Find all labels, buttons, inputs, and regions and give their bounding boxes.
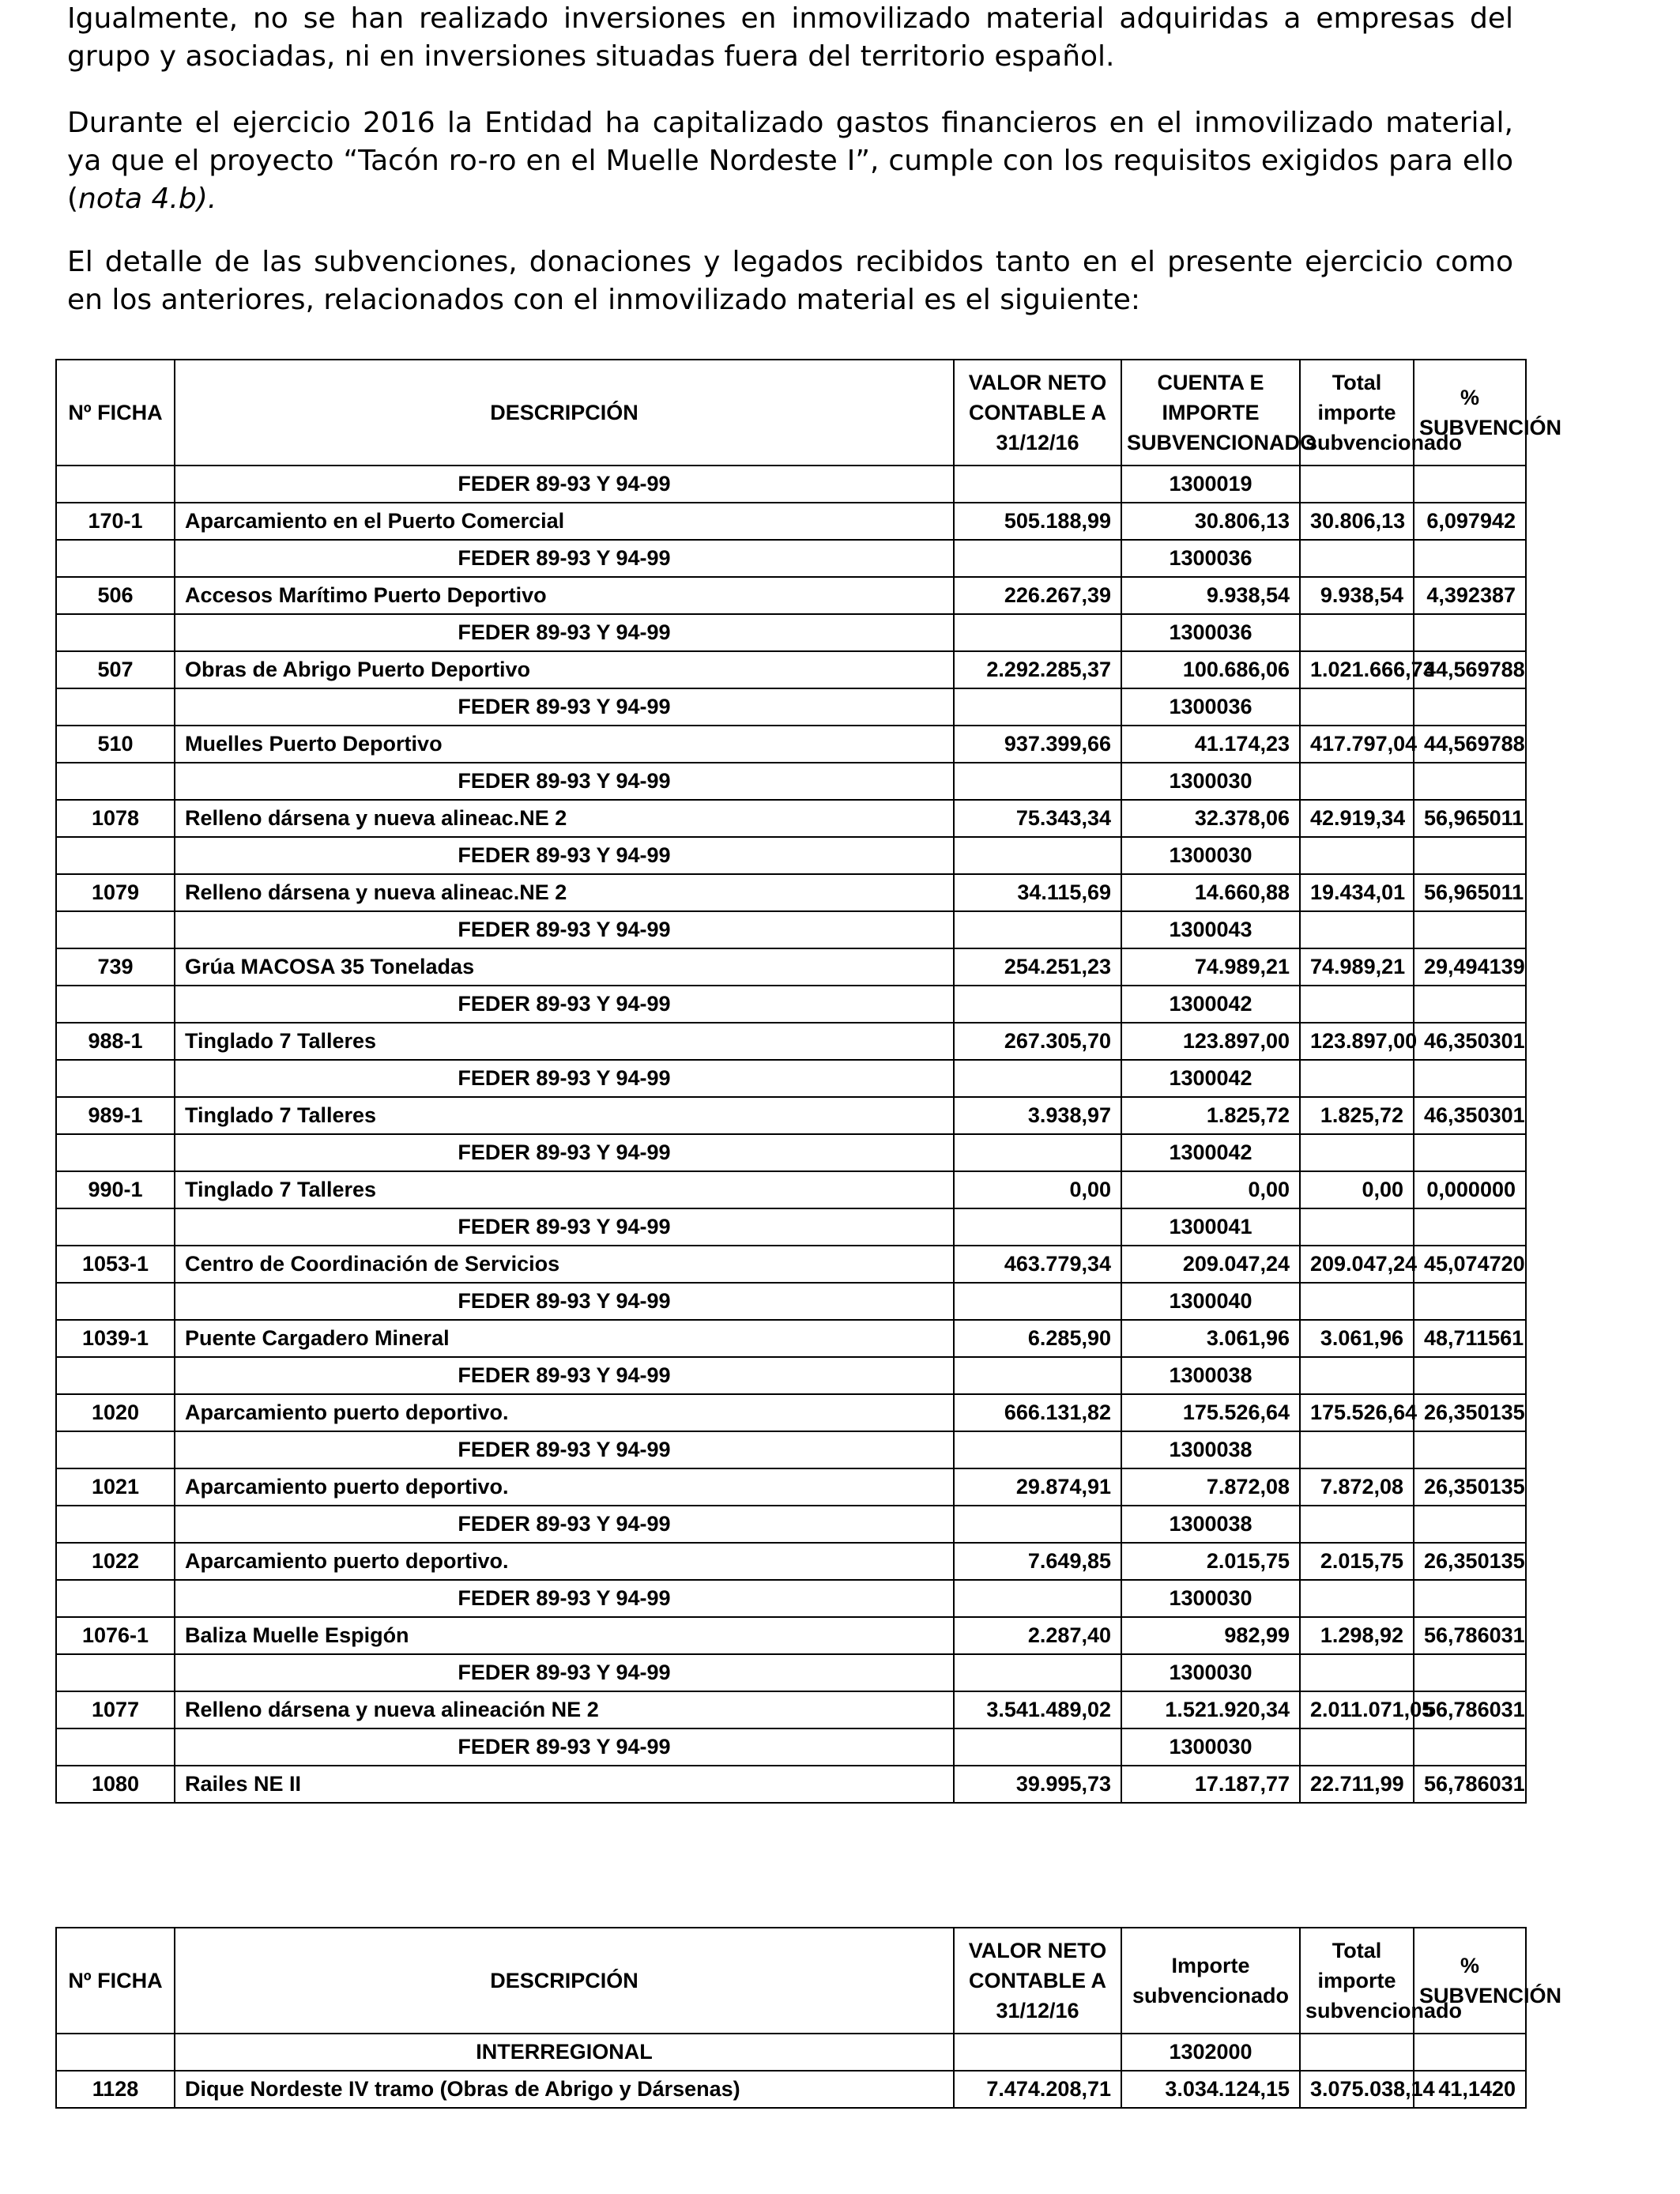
empty-cell [1414,763,1526,800]
importe-cell: 41.174,23 [1121,726,1300,763]
cuenta-code: 1300030 [1121,1580,1300,1617]
fondo-label: FEDER 89-93 Y 94-99 [175,540,954,577]
table-row [56,1543,1526,1580]
empty-cell [1414,1654,1526,1691]
table-row [56,2071,1526,2108]
ficha-cell: 988-1 [56,1023,175,1060]
importe-cell: 9.938,54 [1121,577,1300,614]
header-porcentaje: % SUBVENCIÓN [1414,360,1526,466]
header-ficha: Nº FICHA [56,1928,175,2034]
empty-cell [1300,466,1414,503]
total-importe-cell: 42.919,34 [1300,800,1414,837]
header-cuenta-importe: CUENTA E IMPORTE SUBVENCIONADO [1121,360,1300,466]
fondo-row [56,466,1526,503]
total-importe-cell: 2.011.071,05 [1300,1691,1414,1728]
cuenta-code: 1300036 [1121,540,1300,577]
importe-cell: 14.660,88 [1121,874,1300,911]
empty-cell [56,986,175,1023]
empty-cell [1300,1654,1414,1691]
empty-cell [1414,1283,1526,1320]
ficha-cell: 1079 [56,874,175,911]
empty-cell [954,1506,1121,1543]
cuenta-code: 1300038 [1121,1357,1300,1394]
descripcion-cell: Aparcamiento puerto deportivo. [175,1543,954,1580]
ficha-cell: 510 [56,726,175,763]
paragraph-detalle-subvenciones: El detalle de las subvenciones, donaciones y legados recibidos tanto en el presente ejercicio como en los anteriores, relacionados con el inmovilizado material es el siguiente: [67,246,1513,316]
ficha-cell: 170-1 [56,503,175,540]
table-header-row [56,1928,1526,2034]
table-row [56,1468,1526,1506]
empty-cell [1414,1357,1526,1394]
empty-cell [1414,688,1526,726]
valor-neto-cell: 7.474.208,71 [954,2071,1121,2108]
ficha-cell: 1080 [56,1766,175,1803]
empty-cell [1414,1431,1526,1468]
empty-cell [1300,1357,1414,1394]
porcentaje-cell: 56,965011 [1414,800,1526,837]
porcentaje-cell: 26,350135 [1414,1543,1526,1580]
porcentaje-cell: 56,786031 [1414,1766,1526,1803]
porcentaje-cell: 45,074720 [1414,1246,1526,1283]
paragraph-inversiones: Igualmente, no se han realizado inversiones en inmovilizado material adquiridas a empresas del grupo y asociadas, ni en inversiones situadas fuera del territorio español. [67,2,1513,73]
empty-cell [954,1283,1121,1320]
table-row [56,948,1526,986]
total-importe-cell: 74.989,21 [1300,948,1414,986]
empty-cell [954,763,1121,800]
total-importe-cell: 7.872,08 [1300,1468,1414,1506]
empty-cell [56,688,175,726]
empty-cell [1300,1728,1414,1766]
total-importe-cell: 3.075.038,14 [1300,2071,1414,2108]
fondo-row [56,540,1526,577]
cuenta-code: 1300038 [1121,1431,1300,1468]
header-valor-neto: VALOR NETO CONTABLE A 31/12/16 [954,360,1121,466]
fondo-label: FEDER 89-93 Y 94-99 [175,1060,954,1097]
descripcion-cell: Tinglado 7 Talleres [175,1023,954,1060]
valor-neto-cell: 267.305,70 [954,1023,1121,1060]
empty-cell [1414,2034,1526,2071]
table-row [56,800,1526,837]
table-row [56,1171,1526,1208]
importe-cell: 1.825,72 [1121,1097,1300,1134]
fondo-row [56,688,1526,726]
ficha-cell: 1076-1 [56,1617,175,1654]
empty-cell [954,1431,1121,1468]
porcentaje-cell: 56,786031 [1414,1617,1526,1654]
empty-cell [56,1134,175,1171]
fondo-row [56,1283,1526,1320]
header-porcentaje: % SUBVENCIÓN [1414,1928,1526,2034]
porcentaje-cell: 56,786031 [1414,1691,1526,1728]
valor-neto-cell: 39.995,73 [954,1766,1121,1803]
empty-cell [1414,614,1526,651]
empty-cell [954,1728,1121,1766]
fondo-label: FEDER 89-93 Y 94-99 [175,911,954,948]
table-row [56,1023,1526,1060]
descripcion-cell: Aparcamiento puerto deportivo. [175,1394,954,1431]
header-total-importe: Total importe subvencionado [1300,360,1414,466]
subvenciones-interregional-table [55,1927,1562,2109]
empty-cell [1300,911,1414,948]
valor-neto-cell: 0,00 [954,1171,1121,1208]
descripcion-cell: Relleno dársena y nueva alineac.NE 2 [175,800,954,837]
empty-cell [56,911,175,948]
valor-neto-cell: 2.292.285,37 [954,651,1121,688]
ficha-cell: 989-1 [56,1097,175,1134]
empty-cell [1300,540,1414,577]
total-importe-cell: 1.298,92 [1300,1617,1414,1654]
fondo-row [56,1431,1526,1468]
porcentaje-cell: 44,569788 [1414,651,1526,688]
descripcion-cell: Aparcamiento puerto deportivo. [175,1468,954,1506]
total-importe-cell: 209.047,24 [1300,1246,1414,1283]
empty-cell [954,1134,1121,1171]
total-importe-cell: 3.061,96 [1300,1320,1414,1357]
header-total-importe: Total importe subvencionado [1300,1928,1414,2034]
empty-cell [954,1060,1121,1097]
ficha-cell: 1077 [56,1691,175,1728]
cuenta-code: 1300042 [1121,986,1300,1023]
fondo-label: FEDER 89-93 Y 94-99 [175,763,954,800]
total-importe-cell: 1.825,72 [1300,1097,1414,1134]
empty-cell [56,466,175,503]
fondo-label: FEDER 89-93 Y 94-99 [175,466,954,503]
fondo-row [56,2034,1526,2071]
total-importe-cell: 19.434,01 [1300,874,1414,911]
fondo-label: FEDER 89-93 Y 94-99 [175,986,954,1023]
ficha-cell: 1022 [56,1543,175,1580]
fondo-row [56,1728,1526,1766]
descripcion-cell: Tinglado 7 Talleres [175,1171,954,1208]
fondo-label: FEDER 89-93 Y 94-99 [175,614,954,651]
fondo-row [56,1580,1526,1617]
porcentaje-cell: 6,097942 [1414,503,1526,540]
cuenta-code: 1300038 [1121,1506,1300,1543]
descripcion-cell: Tinglado 7 Talleres [175,1097,954,1134]
empty-cell [56,540,175,577]
empty-cell [954,1580,1121,1617]
header-importe: Importe subvencionado [1121,1928,1300,2034]
cuenta-code: 1300030 [1121,1728,1300,1766]
fondo-row [56,837,1526,874]
empty-cell [1300,837,1414,874]
importe-cell: 3.061,96 [1121,1320,1300,1357]
empty-cell [954,688,1121,726]
table-row [56,1246,1526,1283]
empty-cell [1300,1060,1414,1097]
valor-neto-cell: 3.541.489,02 [954,1691,1121,1728]
valor-neto-cell: 29.874,91 [954,1468,1121,1506]
subvenciones-table [55,359,1562,1804]
fondo-label: INTERREGIONAL [175,2034,954,2071]
valor-neto-cell: 666.131,82 [954,1394,1121,1431]
cuenta-code: 1300030 [1121,1654,1300,1691]
valor-neto-cell: 34.115,69 [954,874,1121,911]
valor-neto-cell: 6.285,90 [954,1320,1121,1357]
ficha-cell: 1039-1 [56,1320,175,1357]
table-body [56,466,1526,1803]
empty-cell [1300,1506,1414,1543]
cuenta-code: 1300040 [1121,1283,1300,1320]
cuenta-code: 1300019 [1121,466,1300,503]
cuenta-code: 1300042 [1121,1060,1300,1097]
importe-cell: 3.034.124,15 [1121,2071,1300,2108]
empty-cell [1300,1134,1414,1171]
empty-cell [1414,1060,1526,1097]
empty-cell [954,614,1121,651]
porcentaje-cell: 29,494139 [1414,948,1526,986]
table-row [56,726,1526,763]
fondo-row [56,1654,1526,1691]
cuenta-code: 1300043 [1121,911,1300,948]
empty-cell [56,763,175,800]
empty-cell [56,2034,175,2071]
importe-cell: 982,99 [1121,1617,1300,1654]
fondo-label: FEDER 89-93 Y 94-99 [175,1580,954,1617]
empty-cell [1414,911,1526,948]
valor-neto-cell: 226.267,39 [954,577,1121,614]
importe-cell: 175.526,64 [1121,1394,1300,1431]
empty-cell [56,1506,175,1543]
total-importe-cell: 22.711,99 [1300,1766,1414,1803]
empty-cell [56,1208,175,1246]
fondo-row [56,986,1526,1023]
ficha-cell: 1020 [56,1394,175,1431]
header-ficha: Nº FICHA [56,360,175,466]
fondo-label: FEDER 89-93 Y 94-99 [175,1208,954,1246]
fondo-label: FEDER 89-93 Y 94-99 [175,1431,954,1468]
descripcion-cell: Grúa MACOSA 35 Toneladas [175,948,954,986]
valor-neto-cell: 937.399,66 [954,726,1121,763]
fondo-row [56,1060,1526,1097]
fondo-row [56,911,1526,948]
fondo-label: FEDER 89-93 Y 94-99 [175,1506,954,1543]
descripcion-cell: Railes NE II [175,1766,954,1803]
empty-cell [954,837,1121,874]
fondo-row [56,614,1526,651]
total-importe-cell: 30.806,13 [1300,503,1414,540]
fondo-label: FEDER 89-93 Y 94-99 [175,1283,954,1320]
porcentaje-cell: 44,569788 [1414,726,1526,763]
empty-cell [1414,1134,1526,1171]
valor-neto-cell: 505.188,99 [954,503,1121,540]
fondo-label: FEDER 89-93 Y 94-99 [175,1654,954,1691]
note-reference: nota 4.b). [78,183,217,215]
empty-cell [56,1283,175,1320]
porcentaje-cell: 26,350135 [1414,1468,1526,1506]
paragraph-gastos-text: Durante el ejercicio 2016 la Entidad ha capitalizado gastos financieros en el inmovilizado material, ya que el proyecto “Tacón ro-ro en el Muelle Nordeste I”, cumple con los requisitos exigidos para ello ( [67,107,1513,215]
table-row [56,577,1526,614]
empty-cell [1300,1431,1414,1468]
total-importe-cell: 417.797,04 [1300,726,1414,763]
empty-cell [954,540,1121,577]
header-descripcion: DESCRIPCIÓN [175,1928,954,2034]
ficha-cell: 1078 [56,800,175,837]
importe-cell: 74.989,21 [1121,948,1300,986]
cuenta-code: 1302000 [1121,2034,1300,2071]
empty-cell [1300,688,1414,726]
valor-neto-cell: 254.251,23 [954,948,1121,986]
empty-cell [56,1728,175,1766]
descripcion-cell: Accesos Marítimo Puerto Deportivo [175,577,954,614]
empty-cell [1300,763,1414,800]
empty-cell [1300,1283,1414,1320]
descripcion-cell: Baliza Muelle Espigón [175,1617,954,1654]
empty-cell [56,837,175,874]
descripcion-cell: Dique Nordeste IV tramo (Obras de Abrigo y Dársenas) [175,2071,954,2108]
valor-neto-cell: 3.938,97 [954,1097,1121,1134]
ficha-cell: 739 [56,948,175,986]
empty-cell [1300,1208,1414,1246]
fondo-label: FEDER 89-93 Y 94-99 [175,1134,954,1171]
header-valor-neto: VALOR NETO CONTABLE A 31/12/16 [954,1928,1121,2034]
fondo-row [56,1134,1526,1171]
cuenta-code: 1300030 [1121,837,1300,874]
valor-neto-cell: 7.649,85 [954,1543,1121,1580]
paragraph-gastos-financieros [67,104,1513,218]
importe-cell: 1.521.920,34 [1121,1691,1300,1728]
empty-cell [1414,986,1526,1023]
importe-cell: 2.015,75 [1121,1543,1300,1580]
descripcion-cell: Aparcamiento en el Puerto Comercial [175,503,954,540]
table-row [56,1617,1526,1654]
importe-cell: 209.047,24 [1121,1246,1300,1283]
empty-cell [954,1357,1121,1394]
empty-cell [954,986,1121,1023]
ficha-cell: 1021 [56,1468,175,1506]
table-row [56,874,1526,911]
empty-cell [954,911,1121,948]
fondo-label: FEDER 89-93 Y 94-99 [175,688,954,726]
fondo-label: FEDER 89-93 Y 94-99 [175,1357,954,1394]
ficha-cell: 506 [56,577,175,614]
empty-cell [1414,837,1526,874]
porcentaje-cell: 26,350135 [1414,1394,1526,1431]
total-importe-cell: 123.897,00 [1300,1023,1414,1060]
table-row [56,1691,1526,1728]
empty-cell [954,1208,1121,1246]
empty-cell [954,1654,1121,1691]
empty-cell [1414,1208,1526,1246]
table-row [56,1097,1526,1134]
importe-cell: 100.686,06 [1121,651,1300,688]
table-row [56,1394,1526,1431]
fondo-row [56,1506,1526,1543]
cuenta-code: 1300030 [1121,763,1300,800]
valor-neto-cell: 2.287,40 [954,1617,1121,1654]
empty-cell [1414,1580,1526,1617]
empty-cell [1300,1580,1414,1617]
porcentaje-cell: 41,1420 [1414,2071,1526,2108]
valor-neto-cell: 463.779,34 [954,1246,1121,1283]
total-importe-cell: 175.526,64 [1300,1394,1414,1431]
empty-cell [1414,540,1526,577]
ficha-cell: 990-1 [56,1171,175,1208]
descripcion-cell: Centro de Coordinación de Servicios [175,1246,954,1283]
descripcion-cell: Muelles Puerto Deportivo [175,726,954,763]
cuenta-code: 1300036 [1121,614,1300,651]
empty-cell [954,2034,1121,2071]
empty-cell [1300,2034,1414,2071]
porcentaje-cell: 0,000000 [1414,1171,1526,1208]
ficha-cell: 1128 [56,2071,175,2108]
importe-cell: 17.187,77 [1121,1766,1300,1803]
header-descripcion: DESCRIPCIÓN [175,360,954,466]
table-row [56,503,1526,540]
empty-cell [56,1654,175,1691]
table-row [56,1766,1526,1803]
table-header-row [56,360,1526,466]
empty-cell [1300,986,1414,1023]
descripcion-cell: Relleno dársena y nueva alineación NE 2 [175,1691,954,1728]
cuenta-code: 1300042 [1121,1134,1300,1171]
ficha-cell: 1053-1 [56,1246,175,1283]
porcentaje-cell: 46,350301 [1414,1023,1526,1060]
fondo-row [56,1208,1526,1246]
cuenta-code: 1300041 [1121,1208,1300,1246]
descripcion-cell: Puente Cargadero Mineral [175,1320,954,1357]
porcentaje-cell: 56,965011 [1414,874,1526,911]
empty-cell [954,466,1121,503]
porcentaje-cell: 4,392387 [1414,577,1526,614]
fondo-label: FEDER 89-93 Y 94-99 [175,1728,954,1766]
fondo-row [56,763,1526,800]
empty-cell [1414,1506,1526,1543]
descripcion-cell: Obras de Abrigo Puerto Deportivo [175,651,954,688]
importe-cell: 32.378,06 [1121,800,1300,837]
ficha-cell: 507 [56,651,175,688]
total-importe-cell: 0,00 [1300,1171,1414,1208]
empty-cell [56,1357,175,1394]
empty-cell [56,614,175,651]
cuenta-code: 1300036 [1121,688,1300,726]
empty-cell [56,1431,175,1468]
table-body [56,2034,1526,2108]
empty-cell [1414,1728,1526,1766]
porcentaje-cell: 48,711561 [1414,1320,1526,1357]
table-row [56,651,1526,688]
porcentaje-cell: 46,350301 [1414,1097,1526,1134]
importe-cell: 7.872,08 [1121,1468,1300,1506]
empty-cell [1300,614,1414,651]
table-row [56,1320,1526,1357]
valor-neto-cell: 75.343,34 [954,800,1121,837]
fondo-label: FEDER 89-93 Y 94-99 [175,837,954,874]
importe-cell: 123.897,00 [1121,1023,1300,1060]
empty-cell [56,1060,175,1097]
total-importe-cell: 9.938,54 [1300,577,1414,614]
total-importe-cell: 1.021.666,73 [1300,651,1414,688]
fondo-row [56,1357,1526,1394]
total-importe-cell: 2.015,75 [1300,1543,1414,1580]
empty-cell [1414,466,1526,503]
empty-cell [56,1580,175,1617]
importe-cell: 0,00 [1121,1171,1300,1208]
importe-cell: 30.806,13 [1121,503,1300,540]
descripcion-cell: Relleno dársena y nueva alineac.NE 2 [175,874,954,911]
